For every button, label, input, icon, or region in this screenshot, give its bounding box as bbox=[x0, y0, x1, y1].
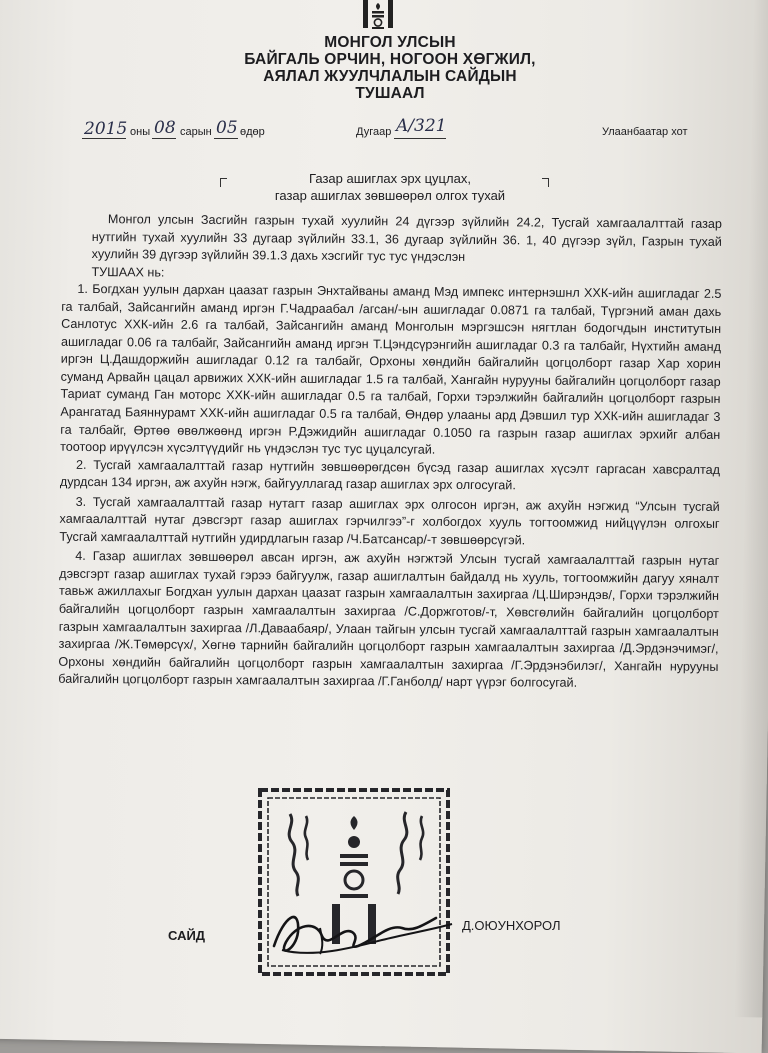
month-underline bbox=[152, 138, 176, 139]
subject-line-1: Газар ашиглах эрх цуцлах, bbox=[309, 171, 471, 186]
soyombo-emblem-icon bbox=[360, 0, 396, 30]
decree-body bbox=[58, 211, 722, 694]
ministry-line-3: АЯЛАЛ ЖУУЛЧЛАЛЫН САЙДЫН bbox=[263, 68, 517, 85]
year-suffix: оны bbox=[130, 126, 151, 138]
subject-line-2: газар ашиглах зөвшөөрөл олгох тухай bbox=[274, 188, 506, 203]
minister-name: Д.ОЮУНХОРОЛ bbox=[462, 918, 561, 933]
order-item-3: 3. Тусгай хамгаалалттай газар нутагт газар ашиглах эрх олгосон иргэн, аж ахуйн нэгжид “Улсын тусгай хамгаалалттай нутаг дэвсгэрт газар ашиглах гэрчилгээ”-г холбогдох хууль тогтоомжид нийцүүлэн олгохыг Тусгай хамгаалалттай нутгийн удирдлагын газар /Ч.Батсансар/-т зөвшөөрсүгэй. bbox=[59, 494, 720, 548]
number-underline bbox=[394, 138, 446, 139]
ministry-line-1: МОНГОЛ УЛСЫН bbox=[324, 34, 456, 51]
month-handwritten: 08 bbox=[154, 118, 176, 138]
number-label: Дугаар bbox=[356, 126, 392, 138]
document-type: ТУШААЛ bbox=[355, 85, 425, 102]
year-handwritten: 2015 bbox=[84, 119, 128, 139]
order-item-1: 1. Богдхан уулын дархан цаазат газрын Энхтайваны аманд Мэд импекс интернэшнл ХХК-ийн ашигладаг 2.5 га талбай, Зайсангийн аманд иргэн Г.Чадраабал /агсан/-ын ашигладаг 0.0871 га талбай, Түргэний аман дахь Санлотус ХХК-ийн 2.6 га талбай, Зайсангийн аманд Монголын мэргэшсэн нягтлан бодогчдын институтын ашигладаг 0.06 га талбайг, Зайсангийн аманд иргэн Т.Цэндсүрэнгийн ашигладаг 0.3 га талбайг, Нүхтийн аманд иргэн Ц.Дашдоржийн ашигладаг 0.12 га талбайг, Орхоны хөндийн байгалийн цогцолборт газар Хар хорин суманд Арвайн цацал арвижих ХХК-ийн ашигладаг 1.5 га талбай, Хангайн нурууны байгалийн цогцолборт газар Тариат суманд Ган моторс ХХК-ийн ашигладаг 0.5 га талбай, Горхи тэрэлжийн байгалийн цогцолборт газрын Арангатад Баяннурамт ХХК-ийн ашигладаг 0.5 га талбай, Өндөр улааны ард Дэвшил тур ХХК-ийн ашигладаг 3 га талбайг, Өртөө өвөлжөөнд иргэн Р.Дэжидийн ашигладаг 0.1050 га газрын газар ашиглах эрхийг албан тоотоор ирүүлсэн хүсэлтүүдийг нь үндэслэн тус тус цуцалсугай. bbox=[60, 282, 722, 457]
subject bbox=[200, 170, 580, 204]
preamble bbox=[92, 211, 722, 269]
order-word: ТУШААХ нь: bbox=[91, 264, 165, 280]
order-item-2: 2. Тусгай хамгаалалттай газар нутгийн зөвшөөрөгдсөн бүсэд газар ашиглах хүсэлт гаргасан хавсралтад дурдсан 134 иргэн, аж ахуйн нэгж, байгууллагад газар ашиглах эрх олгосугай. bbox=[59, 457, 721, 493]
ministry-heading bbox=[200, 34, 580, 102]
ministry-line-2: БАЙГАЛЬ ОРЧИН, НОГООН ХӨГЖИЛ, bbox=[244, 51, 536, 68]
dateline bbox=[78, 118, 718, 142]
order-item-4: 4. Газар ашиглах зөвшөөрөл авсан иргэн, аж ахуйн нэгжтэй Улсын тусгай хамгаалалттай газрын нутаг дэвсгэрт газар ашиглах тухай гэрээ байгуулж, газар ашиглалтын байдалд нь хууль, тогтоомжийн дагуу хяналт тавьж ажиллахыг Богдхан уулын дархан цаазат газрын хамгаалалтын захиргаа /Ц.Ширэндэв/, Горхи тэрэлжийн байгалийн цогцолборт газрын хамгаалалтын захиргаа /С.Доржготов/-т, Хөвсгөлийн байгалийн цогцолборт газрын хамгаалалтын захиргаа /Л.Даваабаяр/, Улаан тайгын улсын тусгай хамгаалалттай газрын хамгаалалтын захиргаа /Ж.Төмөрсүх/, Хөгнө тарнийн байгалийн цогцолборт газрын хамгаалалтын захиргаа /Д.Эрдэнэчимэг/, Орхоны хөндийн байгалийн цогцолборт газрын хамгаалалтын захиргаа /Г.Эрдэнэбилэг/, Хангайн нурууны байгалийн цогцолборт газрын хамгаалалтын захиргаа /Г.Ганболд/ нарт үүрэг болгосугай. bbox=[58, 549, 720, 691]
handwritten-signature-icon bbox=[262, 888, 462, 968]
minister-title: САЙД bbox=[168, 928, 206, 943]
day-underline bbox=[214, 138, 238, 139]
day-suffix: өдөр bbox=[240, 126, 265, 138]
day-handwritten: 05 bbox=[216, 118, 238, 138]
preamble-text: Монгол улсын Засгийн газрын тухай хуулийн 24 дүгээр зүйлийн 24.2, Тусгай хамгаалалттай газар нутгийн тухай хуулийн 33 дугаар зүйлийн 33.1, 36 дугаар зүйлийн 36. 1, 40 дүгээр зүйл, Газрын тухай хуулийн 39 дүгээр зүйлийн 39.1.3 дахь хэсгийг тус тус үндэслэн bbox=[91, 212, 722, 265]
month-suffix: сарын bbox=[180, 126, 212, 138]
number-handwritten: A/321 bbox=[396, 116, 447, 136]
city-label: Улаанбаатар хот bbox=[602, 126, 688, 138]
